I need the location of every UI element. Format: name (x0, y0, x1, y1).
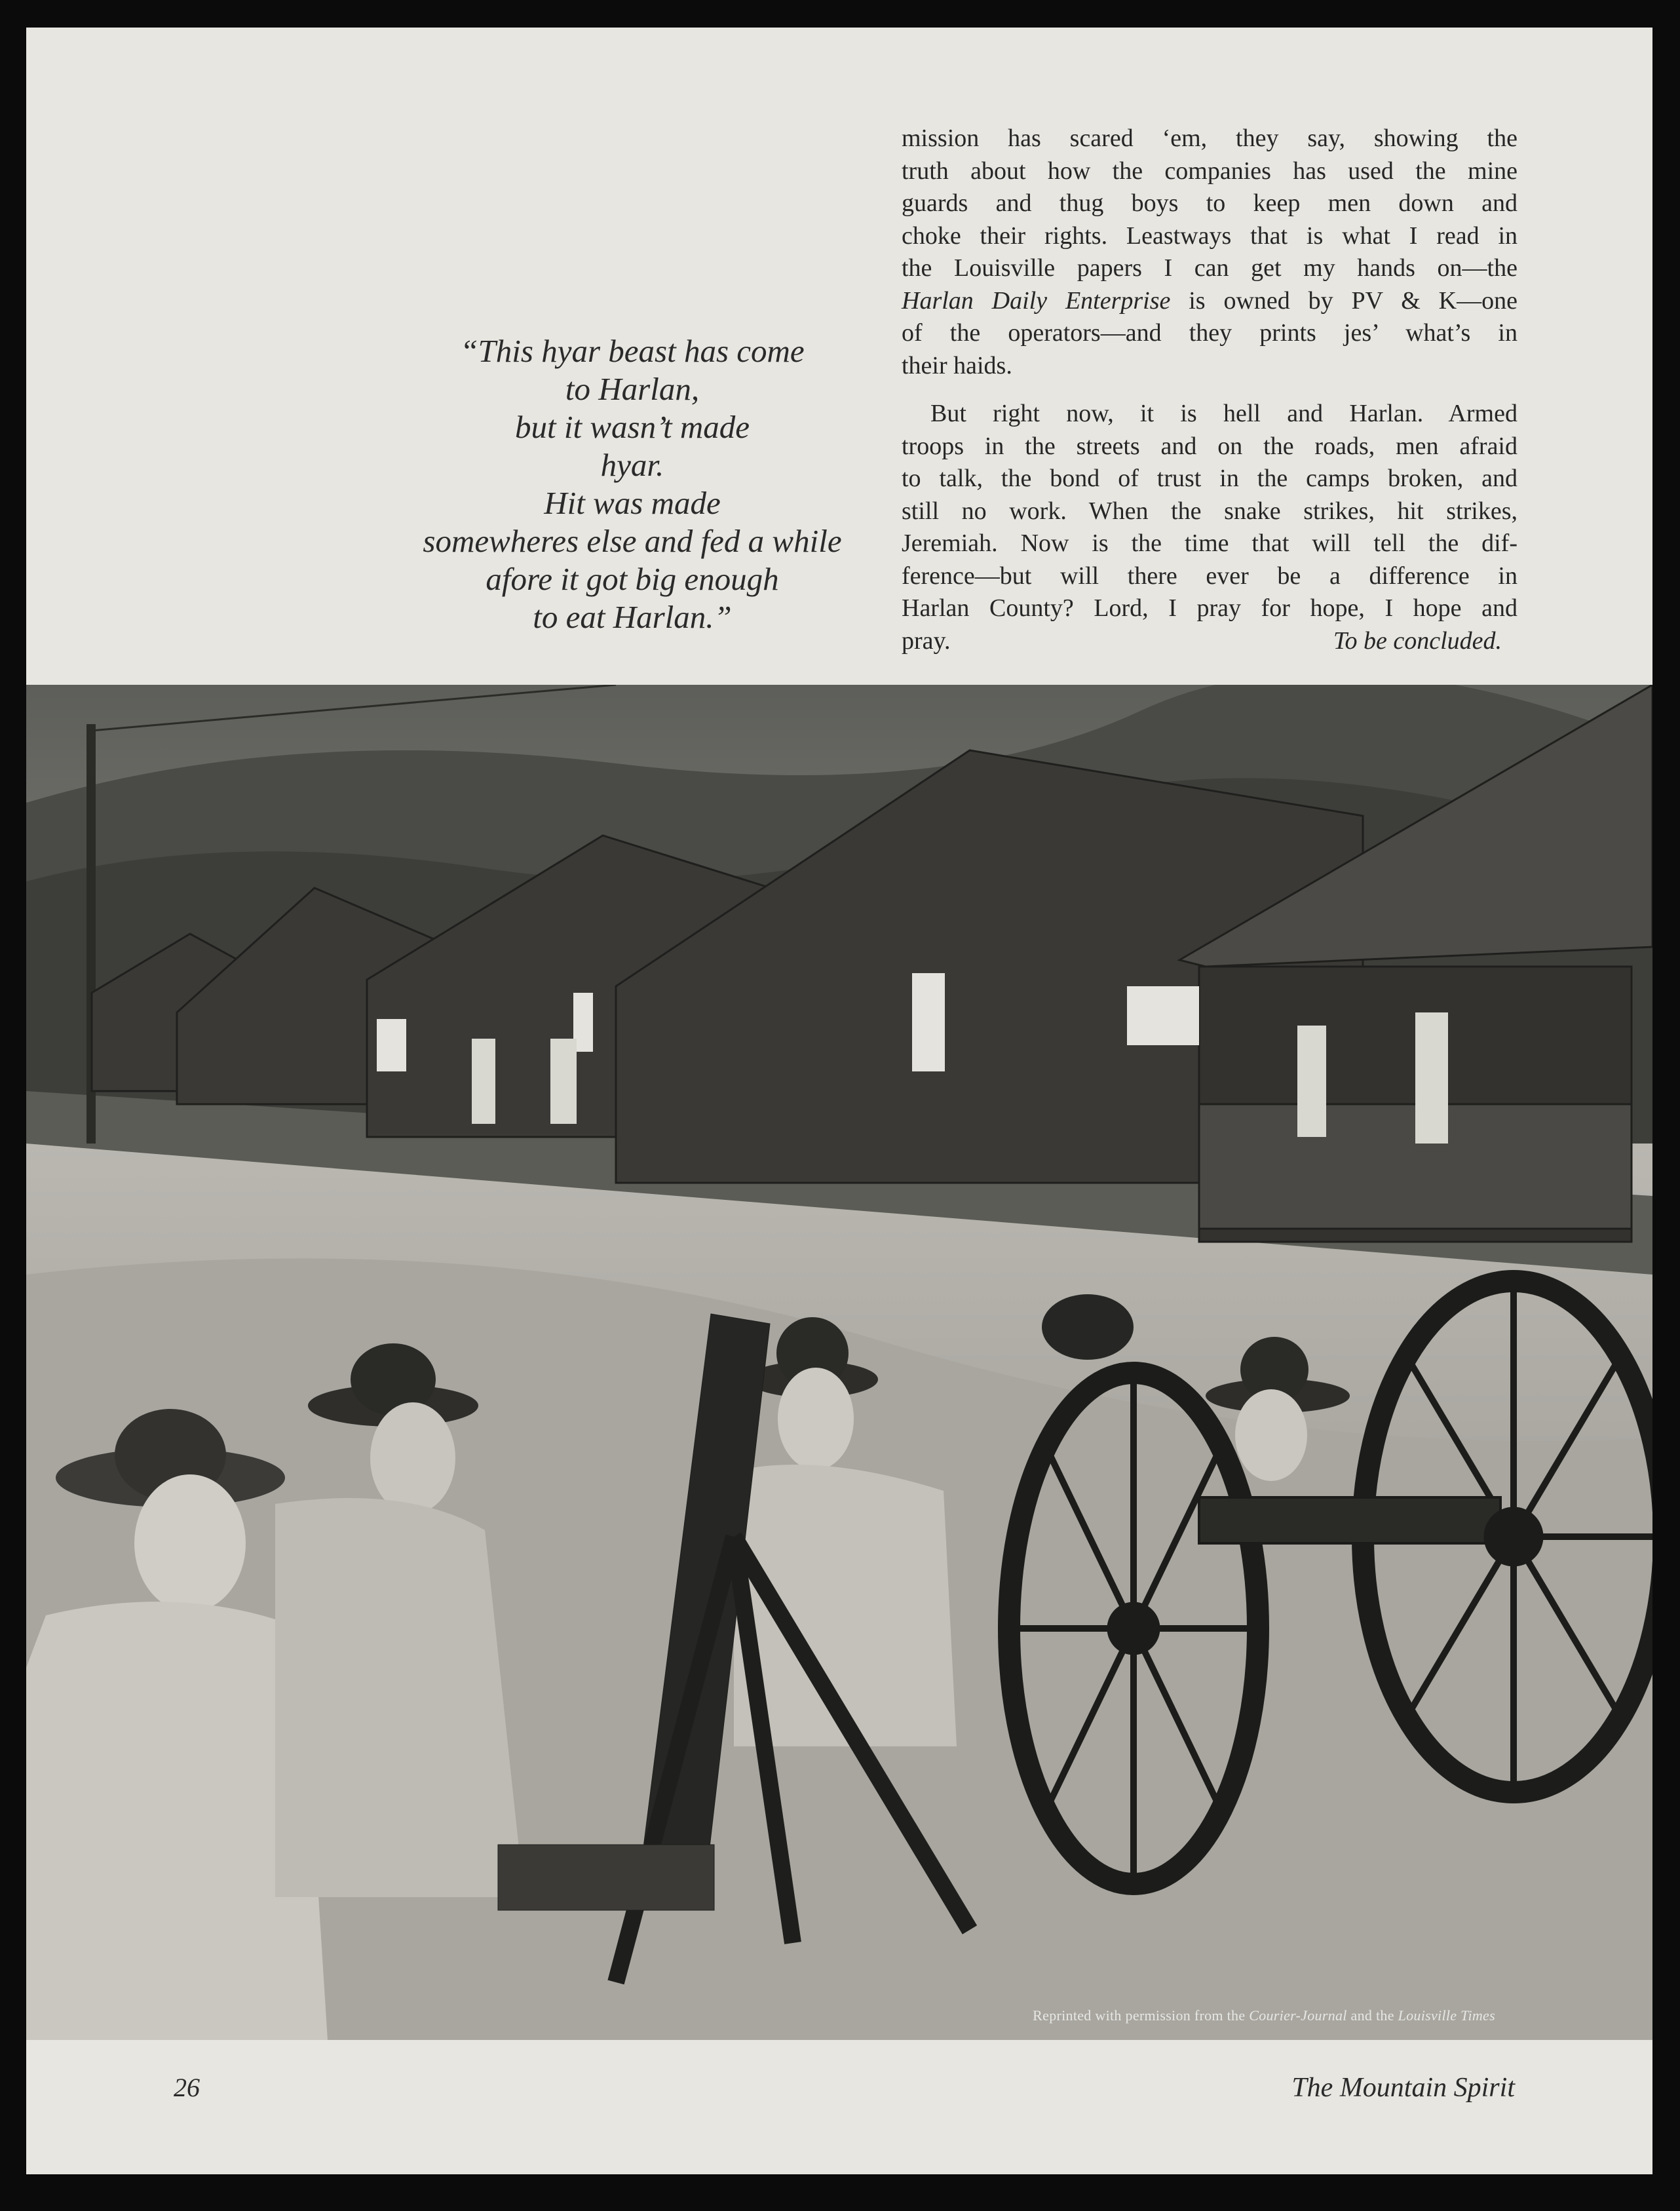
text-fragment: pray. (902, 626, 951, 655)
text-line: their haids. (902, 351, 1012, 379)
page-number: 26 (174, 2073, 200, 2102)
photograph-troops-harlan (26, 685, 1652, 2040)
text-line (902, 285, 1518, 318)
pull-quote-line: but it wasn’t made (515, 409, 750, 445)
pull-quote (393, 332, 871, 636)
pull-quote-line: to eat Harlan.” (533, 599, 732, 635)
text-line: Jeremiah. Now is the time that will tell the dif- (902, 529, 1518, 557)
pull-quote-line: somewheres else and fed a while (423, 523, 842, 559)
to-be-concluded: To be concluded. (1333, 626, 1502, 655)
photo-credit (1033, 2007, 1495, 2024)
text-line: the Louisville papers I can get my hands on—the (902, 254, 1518, 282)
text-line: choke their rights. Leastways that is what I read in (902, 221, 1518, 250)
pull-quote-line: “This hyar beast has come (460, 333, 805, 369)
credit-text: Reprinted with permission from the (1033, 2007, 1250, 2024)
photo-illustration (26, 685, 1652, 2040)
text-line: truth about how the companies has used the mine (902, 157, 1518, 185)
publication-title: The Mountain Spirit (1291, 2073, 1515, 2103)
credit-text: and the (1346, 2007, 1398, 2024)
magazine-page (26, 28, 1652, 2174)
pull-quote-line: Hit was made (544, 485, 721, 521)
text-line: guards and thug boys to keep men down and (902, 189, 1518, 217)
article-column (902, 123, 1518, 657)
credit-publication: Louisville Times (1398, 2007, 1495, 2024)
text-line: still no work. When the snake strikes, hit strikes, (902, 497, 1518, 525)
text-line: of the operators—and they prints jes’ what’s in (902, 319, 1518, 347)
pull-quote-line: to Harlan, (565, 371, 700, 407)
text-line (902, 625, 1518, 658)
text-line: Harlan County? Lord, I pray for hope, I hope and (902, 594, 1518, 622)
text-line: But right now, it is hell and Harlan. Armed (930, 400, 1518, 427)
article-paragraph-1 (902, 123, 1518, 382)
credit-publication: Courier-Journal (1249, 2007, 1347, 2024)
newspaper-title: Harlan Daily Enterprise (902, 286, 1171, 315)
text-line: to talk, the bond of trust in the camps broken, and (902, 465, 1518, 492)
text-line: troops in the streets and on the roads, men afraid (902, 432, 1518, 460)
text-line: mission has scared ‘em, they say, showing the (902, 125, 1518, 152)
article-paragraph-2 (902, 398, 1518, 657)
text-line: ference—but will there ever be a difference in (902, 562, 1518, 590)
pull-quote-line: hyar. (600, 447, 664, 483)
pull-quote-line: afore it got big enough (486, 561, 779, 597)
text-fragment: is owned by PV & K—one (1170, 286, 1518, 315)
